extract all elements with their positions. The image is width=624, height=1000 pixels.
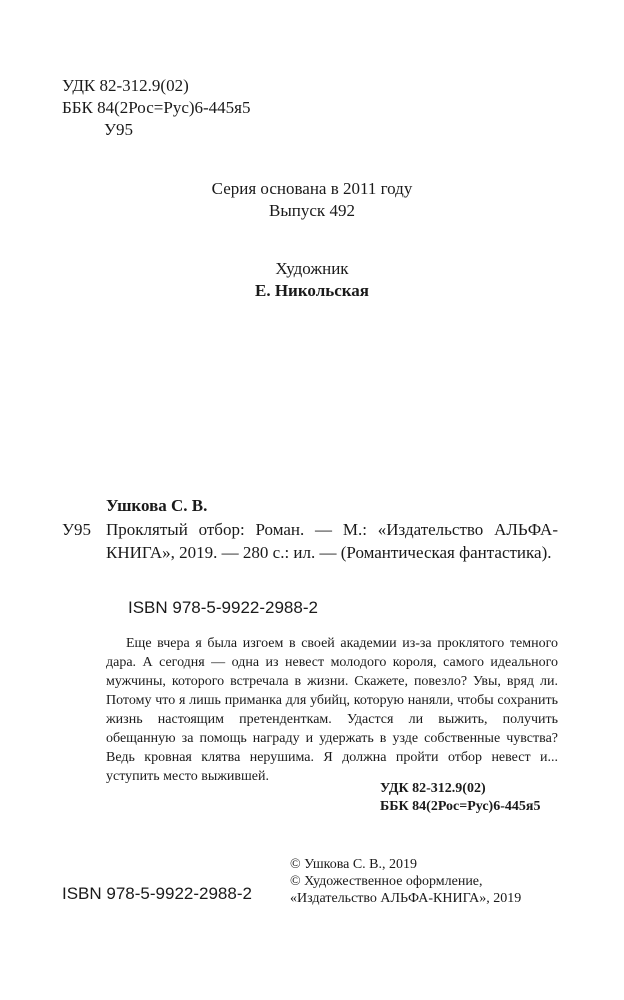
author-code-top: У95 xyxy=(104,120,134,139)
bibliographic-description: Проклятый отбор: Роман. — М.: «Издательство АЛЬФА-КНИГА», 2019. — 280 с.: ил. — (Романтическая фантастика). xyxy=(106,520,558,562)
bbk-code: ББК 84(2Рос=Рус)6-445я5 xyxy=(62,98,251,117)
udk-code: УДК 82-312.9(02) xyxy=(62,76,189,95)
copyright-block xyxy=(290,856,521,907)
author-code: У95 xyxy=(62,520,92,539)
copyright-design: © Художественное оформление, xyxy=(290,874,483,889)
classification-block xyxy=(62,75,251,141)
udk-code-bottom: УДК 82-312.9(02) xyxy=(380,781,486,796)
artist-name: Е. Никольская xyxy=(254,281,369,300)
artist-info xyxy=(0,258,624,302)
series-founded: Серия основана в 2011 году xyxy=(211,179,413,198)
annotation-text: Еще вчера я была изгоем в своей академии из-за проклятого темного дара. А сегодня — одна из невест молодого короля, самого идеального мужчины, которого встречала в жизни. Скажете, повезло? Увы, вряд ли. Потому что я лишь приманка для убийц, которую наняли, чтобы сохранить жизнь настоящим претенденткам. Удастся ли выжить, получить обещанную за помощь награду и удержать в узде собственные чувства? Ведь кровная клятва нерушима. Я должна пройти отбор невест и... уступить место выжившей. xyxy=(106,636,558,784)
classification-bottom xyxy=(380,780,540,816)
copyright-publisher: «Издательство АЛЬФА-КНИГА», 2019 xyxy=(290,891,522,906)
copyright-author: © Ушкова С. В., 2019 xyxy=(290,857,418,872)
book-author: Ушкова С. В. xyxy=(106,496,208,515)
series-info xyxy=(0,178,624,222)
bbk-code-bottom: ББК 84(2Рос=Рус)6-445я5 xyxy=(380,799,541,814)
artist-role: Художник xyxy=(275,259,349,278)
isbn-bottom: ISBN 978-5-9922-2988-2 xyxy=(62,884,252,903)
series-issue: Выпуск 492 xyxy=(269,201,355,220)
isbn-main: ISBN 978-5-9922-2988-2 xyxy=(128,598,318,617)
